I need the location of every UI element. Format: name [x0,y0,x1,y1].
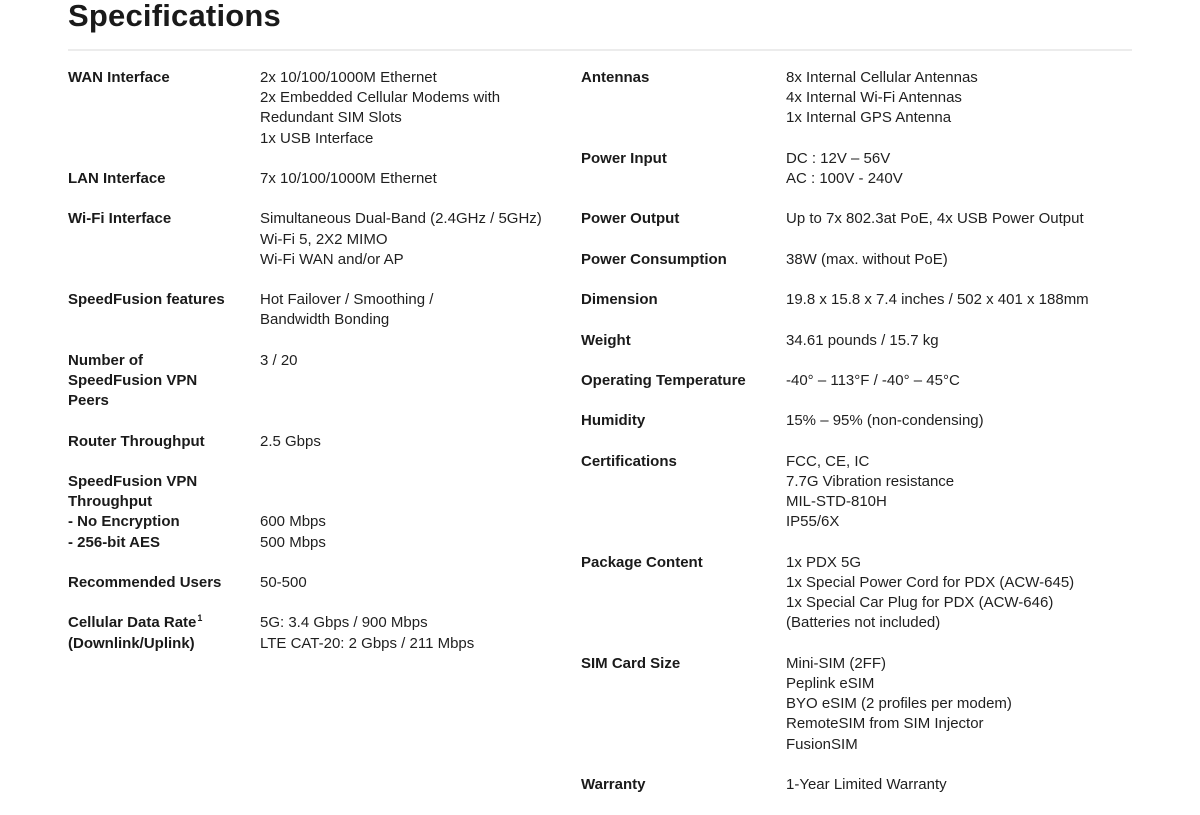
spec-label [581,209,786,229]
spec-value [260,432,560,452]
spec-label-line [581,290,786,310]
spec-label-line [68,432,260,452]
spec-row-number-of-speedfusion-vpn-peers [68,351,568,412]
spec-value-line: 3 / 20 [260,351,298,369]
spec-label-line [68,169,260,189]
spec-label [68,351,260,412]
spec-value [786,371,1136,391]
spec-label-line [68,613,260,633]
spec-value-line: Mini-SIM (2FF) [786,654,886,672]
spec-row-power-input [581,149,1141,189]
spec-value-line: 1x Special Car Plug for PDX (ACW-646) [786,594,1054,612]
spec-value [786,209,1136,229]
spec-row-sim-card-size [581,654,1141,755]
spec-label-text: Operating Temperature [581,371,746,389]
spec-value-line: FusionSIM [786,735,858,753]
spec-label-line [68,209,260,229]
spec-value [786,149,1136,189]
spec-label-line [581,654,786,674]
spec-value [786,411,1136,431]
spec-row-speedfusion-features [68,290,568,330]
spec-label-line [581,209,786,229]
spec-label-line [581,775,786,795]
spec-label-line [68,634,260,654]
spec-row-router-throughput [68,432,568,452]
spec-label-text: Power Output [581,210,680,228]
spec-label-text: Warranty [581,775,646,793]
spec-value [786,68,1136,129]
spec-value-spacer [260,472,560,492]
spec-value-line: Bandwidth Bonding [260,311,390,329]
spec-label [581,371,786,391]
spec-row-speedfusion-vpn-throughput-no-encryption-256-bit-aes [68,472,568,553]
spec-label [68,613,260,653]
spec-label-line [68,351,260,371]
spec-label-text: Package Content [581,553,703,571]
spec-value-line: Peplink eSIM [786,674,875,692]
spec-label-text: Number of [68,351,143,369]
spec-row-power-output [581,209,1141,229]
spec-value-line: 600 Mbps [260,513,326,531]
spec-value-line: 5G: 3.4 Gbps / 900 Mbps [260,614,428,632]
spec-value-line: 1x Internal GPS Antenna [786,109,952,127]
spec-label-text: Throughput [68,493,153,511]
footnote-marker: 1 [197,613,203,624]
spec-label [581,250,786,270]
spec-value [786,452,1136,533]
spec-label-text: Wi-Fi Interface [68,210,172,228]
spec-label-line [581,371,786,391]
spec-label [68,169,260,189]
spec-label-line [581,331,786,351]
spec-label-line [581,68,786,88]
spec-label-text: Cellular Data Rate [68,614,197,632]
spec-label [68,209,260,229]
spec-label-text: Power Input [581,149,667,167]
spec-value-line: 2x Embedded Cellular Modems with [260,89,501,107]
spec-label-text: Weight [581,331,631,349]
spec-value-line: 2x 10/100/1000M Ethernet [260,69,437,86]
spec-value-spacer [260,492,560,512]
spec-label-line [68,533,260,553]
spec-value [260,290,560,330]
spec-value-line: 50-500 [260,573,307,591]
spec-value-line: -40° – 113°F / -40° – 45°C [786,371,960,389]
spec-value [786,654,1136,755]
spec-label-text: (Downlink/Uplink) [68,634,195,652]
spec-row-power-consumption [581,250,1141,270]
spec-value-line: Hot Failover / Smoothing / [260,291,434,309]
spec-column-left [68,68,568,674]
spec-label-text: Dimension [581,291,658,309]
spec-label [581,68,786,88]
spec-label-text: SpeedFusion features [68,291,225,309]
spec-value-line: (Batteries not included) [786,614,941,632]
title-divider [68,49,1132,51]
spec-value [260,472,560,553]
spec-label [68,472,260,553]
spec-value [260,351,560,371]
spec-value-line: 1x Special Power Cord for PDX (ACW-645) [786,573,1075,591]
spec-value-line: IP55/6X [786,513,840,531]
spec-value-line: 500 Mbps [260,533,326,551]
spec-value-line: AC : 100V - 240V [786,170,903,187]
spec-row-lan-interface [68,169,568,189]
spec-row-weight [581,331,1141,351]
spec-value-line: DC : 12V – 56V [786,149,891,167]
spec-value [786,775,1136,795]
spec-row-wan-interface [68,68,568,149]
spec-row-package-content [581,553,1141,634]
spec-label-line [581,553,786,573]
spec-value-line: 15% – 95% (non-condensing) [786,412,984,430]
spec-value-line: 4x Internal Wi-Fi Antennas [786,89,962,107]
spec-value [786,331,1136,351]
page-title: Specifications [68,0,281,33]
spec-label-line [581,452,786,472]
spec-label [68,432,260,452]
spec-label-text: SIM Card Size [581,654,681,672]
spec-value-line: Up to 7x 802.3at PoE, 4x USB Power Output [786,210,1084,228]
spec-value-line: Wi-Fi WAN and/or AP [260,250,404,268]
spec-value-line: 1-Year Limited Warranty [786,775,947,793]
spec-value [260,68,560,149]
spec-row-operating-temperature [581,371,1141,391]
spec-row-antennas [581,68,1141,129]
spec-label [581,452,786,472]
spec-value [260,573,560,593]
spec-value-line: Redundant SIM Slots [260,109,402,127]
spec-label [68,68,260,88]
spec-label-text: - 256-bit AES [68,533,160,551]
spec-value-line: 2.5 Gbps [260,432,321,450]
spec-value [260,169,560,189]
spec-value-line: BYO eSIM (2 profiles per modem) [786,695,1012,713]
spec-row-humidity [581,411,1141,431]
spec-value-line: 19.8 x 15.8 x 7.4 inches / 502 x 401 x 188mm [786,291,1089,309]
spec-label-text: - No Encryption [68,513,180,531]
spec-value-line: MIL-STD-810H [786,493,887,511]
spec-label-text: WAN Interface [68,69,170,86]
spec-label-line [68,472,260,492]
spec-label-text: Peers [68,392,109,410]
spec-label-text: SpeedFusion VPN [68,371,198,389]
spec-value-line: FCC, CE, IC [786,452,870,470]
spec-label [68,290,260,310]
spec-value [786,553,1136,634]
spec-label-line [68,68,260,88]
spec-label [581,654,786,674]
spec-row-wi-fi-interface [68,209,568,270]
spec-value [786,290,1136,310]
spec-label-line [68,512,260,532]
spec-value [260,209,560,270]
spec-value-line: 1x PDX 5G [786,553,862,571]
spec-label-line [581,411,786,431]
spec-label-text: Router Throughput [68,432,205,450]
spec-row-warranty [581,775,1141,795]
spec-label [581,775,786,795]
spec-value [786,250,1136,270]
spec-value-line: RemoteSIM from SIM Injector [786,715,984,733]
spec-label-line [68,371,260,391]
spec-label [68,573,260,593]
spec-label-text: Antennas [581,69,650,86]
spec-row-certifications [581,452,1141,533]
spec-value-line: 34.61 pounds / 15.7 kg [786,331,939,349]
spec-value-line: Simultaneous Dual-Band (2.4GHz / 5GHz) [260,210,542,228]
spec-label-line [68,290,260,310]
spec-row-cellular-data-rate-downlink-uplink [68,613,568,653]
spec-label-line [68,391,260,411]
spec-value-line: 7x 10/100/1000M Ethernet [260,170,437,187]
spec-value-line: 1x USB Interface [260,129,374,147]
spec-label [581,553,786,573]
spec-row-recommended-users [68,573,568,593]
spec-label [581,149,786,169]
spec-label-text: Certifications [581,452,677,470]
spec-label-line [68,492,260,512]
spec-label-text: SpeedFusion VPN [68,472,198,490]
spec-value-line: 8x Internal Cellular Antennas [786,69,978,86]
spec-label [581,331,786,351]
spec-label [581,290,786,310]
spec-row-dimension [581,290,1141,310]
spec-label-text: Power Consumption [581,250,727,268]
spec-column-right [581,68,1141,815]
spec-label-text: Humidity [581,412,646,430]
spec-value-line: Wi-Fi 5, 2X2 MIMO [260,230,388,248]
spec-label [581,411,786,431]
spec-label-text: LAN Interface [68,170,166,187]
spec-value [260,613,560,653]
spec-label-line [581,250,786,270]
spec-label-line [68,573,260,593]
spec-value-line: LTE CAT-20: 2 Gbps / 211 Mbps [260,634,475,652]
spec-label-text: Recommended Users [68,573,222,591]
spec-value-line: 38W (max. without PoE) [786,250,948,268]
spec-value-line: 7.7G Vibration resistance [786,472,955,490]
spec-label-line [581,149,786,169]
